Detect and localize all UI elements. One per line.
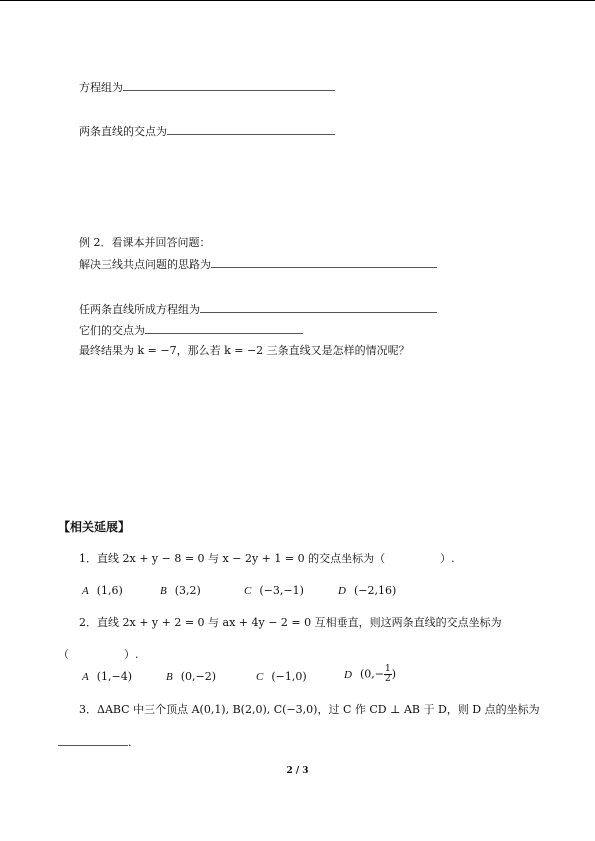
option-label: B <box>160 585 167 597</box>
q2-text: 2．直线 2x + y + 2 = 0 与 ax + 4y − 2 = 0 互相垂直，则这两条直线的交点坐标为 <box>79 616 502 629</box>
header-rule <box>0 0 595 1</box>
option-label: A <box>82 671 89 683</box>
option-label: D <box>338 585 346 597</box>
q2-option-a[interactable] <box>82 670 132 684</box>
their-intersection-blank[interactable] <box>145 323 303 334</box>
option-value: (1,−4) <box>96 670 133 683</box>
q2-option-b[interactable] <box>166 670 216 684</box>
fraction-numerator: 1 <box>384 664 391 674</box>
option-label: C <box>244 585 252 597</box>
example2-title: 例 2．看课本并回答问题： <box>79 236 211 249</box>
their-intersection-line <box>79 323 303 338</box>
fraction-denominator: 2 <box>384 674 391 684</box>
approach-line <box>79 257 437 272</box>
option-value-suffix: ) <box>391 667 396 681</box>
option-value: (1,6) <box>96 584 123 597</box>
option-value: (−2,16) <box>353 584 397 597</box>
q1-option-a[interactable] <box>82 584 123 598</box>
approach-label: 解决三线共点问题的思路为 <box>79 258 211 271</box>
pair-system-label: 任两条直线所成方程组为 <box>79 303 200 316</box>
q1-option-d[interactable] <box>338 584 396 598</box>
fraction <box>384 665 392 684</box>
q3-blank[interactable] <box>58 735 128 746</box>
q1-option-c[interactable] <box>244 584 304 598</box>
q2-option-c[interactable] <box>256 670 307 684</box>
extension-heading: 【相关延展】 <box>58 520 131 534</box>
intersection-line <box>79 124 335 139</box>
option-value: (0,−2) <box>180 670 217 683</box>
q2-paren: （ ）. <box>58 648 139 661</box>
q1-option-b[interactable] <box>160 584 201 598</box>
q3-tail: . <box>128 736 132 749</box>
option-label: D <box>344 668 352 681</box>
option-value: (−1,0) <box>271 670 307 683</box>
pair-system-line <box>79 302 437 317</box>
option-value: (−3,−1) <box>259 584 304 597</box>
system-label: 方程组为 <box>79 81 123 94</box>
system-blank[interactable] <box>123 80 335 91</box>
option-label: A <box>82 585 89 597</box>
q3-text: 3．ΔABC 中三个顶点 A(0,1), B(2,0), C(−3,0)，过 C 作 CD ⊥ AB 于 D，则 D 点的坐标为 <box>79 703 540 716</box>
option-label: B <box>166 671 173 683</box>
option-label: C <box>256 671 264 683</box>
their-intersection-label: 它们的交点为 <box>79 324 145 337</box>
option-value: (3,2) <box>174 584 201 597</box>
intersection-label: 两条直线的交点为 <box>79 125 167 138</box>
system-line <box>79 80 335 95</box>
intersection-blank[interactable] <box>167 124 335 135</box>
pair-system-blank[interactable] <box>200 302 437 313</box>
approach-blank[interactable] <box>211 257 437 268</box>
q2-option-d[interactable] <box>344 665 396 684</box>
q1-text: 1．直线 2x + y − 8 = 0 与 x − 2y + 1 = 0 的交点坐标为（ ）. <box>79 552 455 565</box>
option-value-prefix: (0,− <box>359 667 384 681</box>
q3-answer-line <box>58 735 132 750</box>
page-number: 2 / 3 <box>286 766 309 776</box>
final-result-text: 最终结果为 k = −7，那么若 k = −2 三条直线又是怎样的情况呢？ <box>79 344 410 357</box>
